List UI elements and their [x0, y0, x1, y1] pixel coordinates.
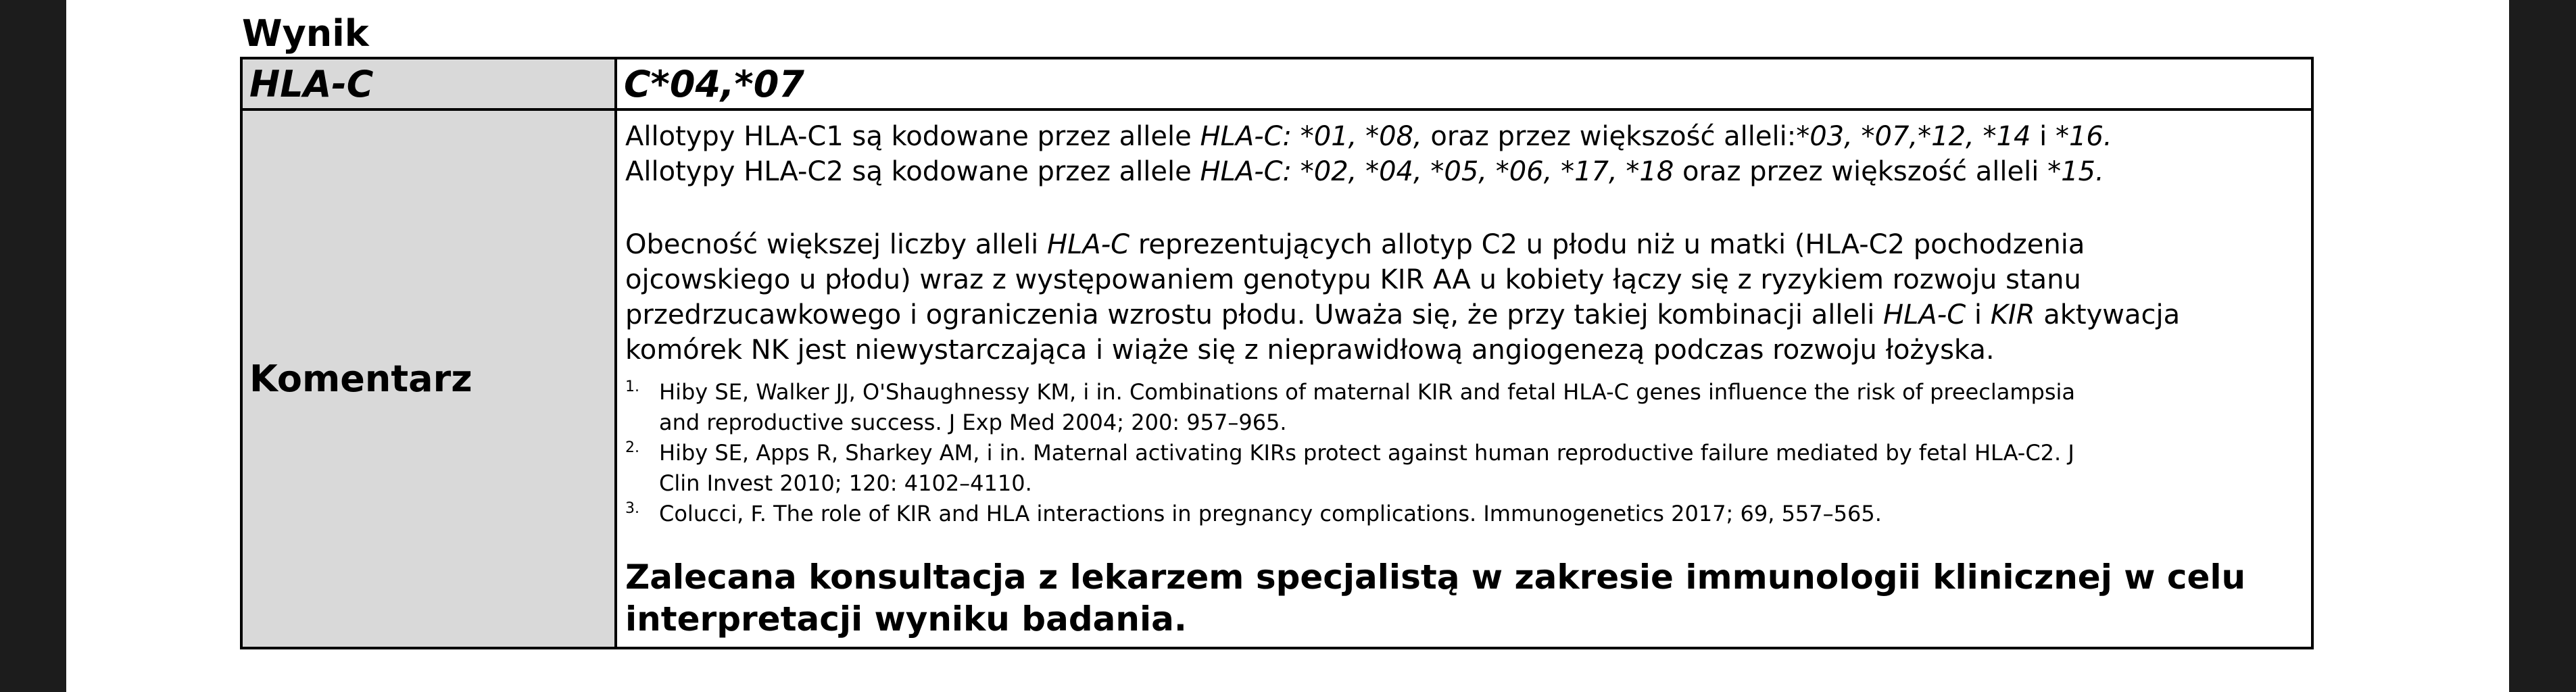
- comment-label: Komentarz: [241, 109, 616, 648]
- result-table: [240, 57, 2314, 649]
- reference-item: [625, 377, 2303, 438]
- c1-alleles-3: *16.: [2055, 121, 2112, 152]
- paragraph-line-2: ojcowskiego u płodu) wraz z występowaniem genotypu KIR AA u kobiety łączy się z ryzykiem rozwoju stanu: [625, 264, 2081, 295]
- spacer: [625, 189, 2303, 227]
- reference-number: 2.: [625, 439, 639, 456]
- comment-cell: [616, 109, 2312, 648]
- genotype-value: C*04,*07: [616, 58, 2312, 109]
- paragraph-gene-2: HLA-C: [1883, 299, 1966, 330]
- c2-text: Allotypy HLA-C2 są kodowane przez allele: [625, 156, 1200, 187]
- reference-list: [625, 377, 2303, 529]
- paragraph-text: Obecność większej liczby alleli: [625, 229, 1048, 260]
- c1-alleles: HLA-C: *01, *08,: [1200, 121, 1422, 152]
- paragraph-line-1: [625, 227, 2303, 262]
- reference-item: [625, 438, 2303, 499]
- reference-item: [625, 499, 2303, 529]
- result-row: [241, 58, 2312, 109]
- paragraph-text-2: reprezentujących allotyp C2 u płodu niż u matki (HLA-C2 pochodzenia: [1129, 229, 2085, 260]
- paragraph-line-3: [625, 297, 2303, 332]
- recommendation-line-1: Zalecana konsultacja z lekarzem specjalistą w zakresie immunologii klinicznej w celu: [625, 558, 2246, 597]
- reference-number: 3.: [625, 500, 639, 517]
- reference-text: Hiby SE, Walker JJ, O'Shaughnessy KM, i in. Combinations of maternal KIR and fetal HLA-C genes influence the risk of preeclampsia: [659, 379, 2075, 405]
- c1-alleles-2: *03, *07,*12, *14: [1796, 121, 2031, 152]
- c2-allotype-line: [625, 154, 2303, 189]
- reference-text: and reproductive success. J Exp Med 2004; 200: 957–965.: [659, 410, 1287, 435]
- paragraph-line-4: komórek NK jest niewystarczająca i wiąże się z nieprawidłową angiogenezą podczas rozwoju łożyska.: [625, 335, 1995, 366]
- c2-alleles: HLA-C: *02, *04, *05, *06, *17, *18: [1200, 156, 1674, 187]
- c1-text-2: oraz przez większość alleli:: [1421, 121, 1797, 152]
- section-title: Wynik: [242, 12, 369, 55]
- c1-text-3: i: [2031, 121, 2056, 152]
- paragraph-gene: HLA-C: [1047, 229, 1130, 260]
- c2-text-2: oraz przez większość alleli: [1674, 156, 2048, 187]
- paragraph-text-4: i: [1966, 299, 1991, 330]
- reference-text: Hiby SE, Apps R, Sharkey AM, i in. Maternal activating KIRs protect against human reproductive failure mediated by fetal HLA-C2. J: [659, 440, 2074, 466]
- c1-allotype-line: [625, 119, 2303, 154]
- comment-row: [241, 109, 2312, 648]
- c1-text: Allotypy HLA-C1 są kodowane przez allele: [625, 121, 1200, 152]
- gene-label: HLA-C: [241, 58, 616, 109]
- reference-number: 1.: [625, 378, 639, 395]
- reference-text: Clin Invest 2010; 120: 4102–4110.: [659, 470, 1032, 496]
- recommendation-line-2: interpretacji wyniku badania.: [625, 599, 1187, 639]
- paragraph-text-5: aktywacja: [2035, 299, 2181, 330]
- c2-alleles-2: *15.: [2047, 156, 2104, 187]
- paragraph-gene-3: KIR: [1990, 299, 2035, 330]
- paragraph-text-3: przedrzucawkowego i ograniczenia wzrostu płodu. Uważa się, że przy takiej kombinacji alleli: [625, 299, 1884, 330]
- recommendation-text: [625, 556, 2303, 640]
- reference-text: Colucci, F. The role of KIR and HLA interactions in pregnancy complications. Immunogenetics 2017; 69, 557–565.: [659, 501, 1882, 526]
